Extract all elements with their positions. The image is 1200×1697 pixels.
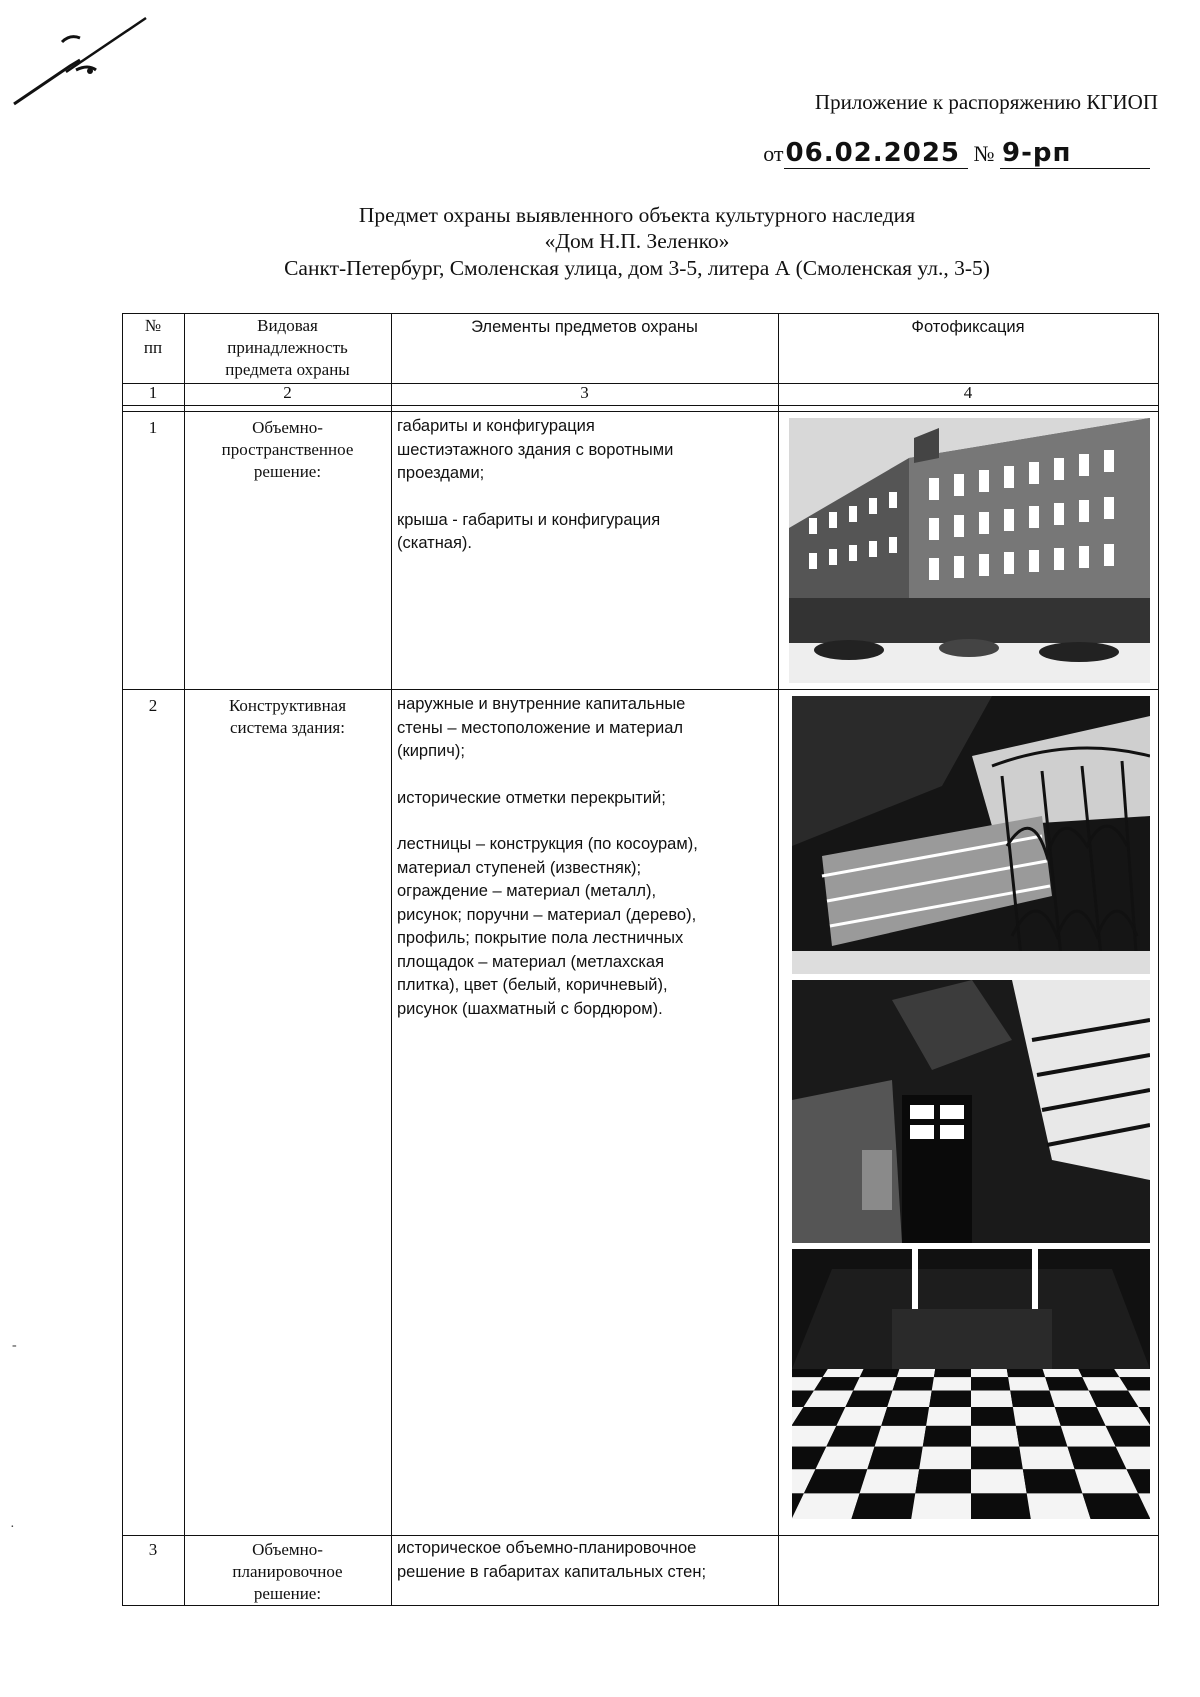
header-number	[122, 315, 184, 359]
row2-element-line: рисунок; поручни – материал (дерево),	[397, 905, 697, 924]
floor-tile	[1010, 1391, 1055, 1407]
floor-tile	[1023, 1469, 1083, 1493]
floor-tile	[1008, 1377, 1049, 1390]
floor-tile	[1007, 1369, 1045, 1377]
header-photos: Фотофиксация	[911, 318, 1025, 336]
scan-speck: ·	[10, 1520, 15, 1535]
building-facade-photo	[789, 418, 1150, 683]
row1-element-line: крыша - габариты и конфигурация	[397, 510, 661, 529]
floor-tile	[867, 1447, 922, 1470]
header-type-line2: принадлежность	[227, 338, 348, 357]
row2-element-line: лестницы – конструкция (по косоурам),	[397, 835, 698, 853]
appendix-caption: Приложение к распоряжению КГИОП	[814, 90, 1158, 114]
document-title-line2: «Дом Н.П. Зеленко»	[544, 229, 730, 253]
floor-tile	[792, 1369, 828, 1377]
order-number-label: №	[973, 141, 995, 166]
floor-tile	[919, 1447, 971, 1470]
document-title-line1: Предмет охраны выявленного объекта культурного наследия	[358, 203, 916, 227]
floor-tile	[875, 1426, 927, 1447]
floor-tile	[971, 1407, 1016, 1426]
protection-table	[122, 313, 1159, 1606]
floor-tile	[971, 1447, 1023, 1470]
header-type-line3: предмета охраны	[225, 360, 350, 379]
row2-element-line: рисунок (шахматный с бордюром).	[397, 999, 663, 1018]
floor-tile	[853, 1377, 897, 1390]
floor-tile	[1043, 1369, 1083, 1377]
order-date: 06.02.2025	[785, 138, 960, 168]
spacer	[397, 764, 745, 787]
signature-mark	[10, 8, 150, 108]
floor-tile	[932, 1377, 971, 1390]
row2-element-line: стены – местоположение и материал	[397, 718, 683, 737]
col-number-4: 4	[963, 383, 973, 402]
floor-tile	[823, 1369, 864, 1377]
row1-element-line: габариты и конфигурация	[397, 417, 595, 435]
row1-elements	[397, 415, 745, 556]
floor-tile	[1013, 1407, 1061, 1426]
row2-element-line: площадок – материал (метлахская	[397, 952, 665, 971]
row3-number: 3	[148, 1540, 158, 1559]
spacer	[397, 486, 745, 509]
row2-type-line: система здания:	[230, 718, 345, 737]
header-elements: Элементы предметов охраны	[471, 318, 698, 336]
row2-element-line: (кирпич);	[397, 742, 465, 760]
floor-tile	[881, 1407, 929, 1426]
row1-number: 1	[148, 418, 158, 437]
row2-type-line: Конструктивная	[228, 696, 347, 715]
row2-element-line: ограждение – материал (металл),	[397, 882, 657, 900]
floor-tile	[893, 1377, 934, 1390]
floor-tile	[1082, 1493, 1150, 1519]
floor-tile	[971, 1469, 1027, 1493]
floor-tile	[971, 1369, 1008, 1377]
row2-element-line: исторические отметки перекрытий;	[397, 788, 666, 807]
row1-type	[184, 417, 391, 483]
staircase-railing-photo	[792, 696, 1150, 974]
row2-elements	[397, 693, 745, 1021]
col-number-2: 2	[283, 383, 292, 402]
header-number-line1: №	[144, 316, 162, 335]
floor-tile	[792, 1493, 860, 1519]
document-title-line3: Санкт-Петербург, Смоленская улица, дом 3-5, литера А (Смоленская ул., 3-5)	[284, 256, 990, 280]
row2-type	[184, 695, 391, 739]
floor-tile	[1019, 1447, 1074, 1470]
col-number-3: 3	[580, 383, 589, 402]
floor-tile	[911, 1493, 971, 1519]
floor-tile	[971, 1493, 1031, 1519]
row2-element-line: наружные и внутренние капитальные	[397, 695, 686, 713]
floor-tile	[1049, 1391, 1096, 1407]
row1-type-line: Объемно-	[252, 418, 323, 437]
floor-tile	[1027, 1493, 1091, 1519]
floor-tile	[1016, 1426, 1068, 1447]
floor-tile	[929, 1391, 971, 1407]
row2-element-line: плитка), цвет (белый, коричневый),	[397, 976, 668, 994]
floor-tile	[1114, 1369, 1150, 1377]
floor-tile	[860, 1469, 920, 1493]
floor-tile	[851, 1493, 915, 1519]
header-type-line1: Видовая	[257, 316, 318, 335]
floor-tile	[1078, 1369, 1119, 1377]
floor-tile	[897, 1369, 935, 1377]
floor-tile	[971, 1391, 1013, 1407]
floor-tile	[845, 1391, 892, 1407]
row3-type-line: планировочное	[232, 1562, 343, 1581]
row3-elements	[397, 1537, 745, 1584]
floor-tile	[860, 1369, 900, 1377]
row1-type-line: решение:	[253, 462, 322, 481]
row2-number: 2	[148, 696, 158, 715]
row1-element-line: проездами;	[397, 464, 485, 482]
row1-type-line: пространственное	[221, 440, 354, 459]
row3-type	[184, 1539, 391, 1605]
row3-type-line: решение:	[253, 1584, 322, 1603]
order-prefix: от	[763, 141, 784, 166]
header-number-line2: пп	[143, 338, 163, 357]
order-number: 9-рп	[1002, 138, 1072, 168]
order-reference	[763, 138, 1150, 169]
floor-tile	[971, 1377, 1010, 1390]
row3-type-line: Объемно-	[252, 1540, 323, 1559]
floor-tile	[934, 1369, 971, 1377]
row2-element-line: профиль; покрытие пола лестничных	[397, 929, 684, 947]
header-type	[184, 315, 391, 381]
floor-tile	[915, 1469, 971, 1493]
row2-element-line: материал ступеней (известняк);	[397, 858, 642, 877]
scan-speck: -	[12, 1338, 17, 1353]
row3-element-line: решение в габаритах капитальных стен;	[397, 1562, 707, 1581]
row1-element-line: (скатная).	[397, 534, 472, 552]
row3-element-line: историческое объемно-планировочное	[397, 1539, 697, 1557]
row1-element-line: шестиэтажного здания с воротными	[397, 440, 674, 459]
stairwell-photo	[792, 980, 1150, 1243]
floor-tile	[926, 1407, 971, 1426]
floor-tile	[923, 1426, 971, 1447]
col-number-1: 1	[148, 383, 158, 402]
floor-tile	[971, 1426, 1019, 1447]
checkered-floor-photo	[792, 1249, 1150, 1519]
spacer	[397, 810, 745, 833]
floor-tile	[887, 1391, 932, 1407]
floor-tile	[1045, 1377, 1089, 1390]
